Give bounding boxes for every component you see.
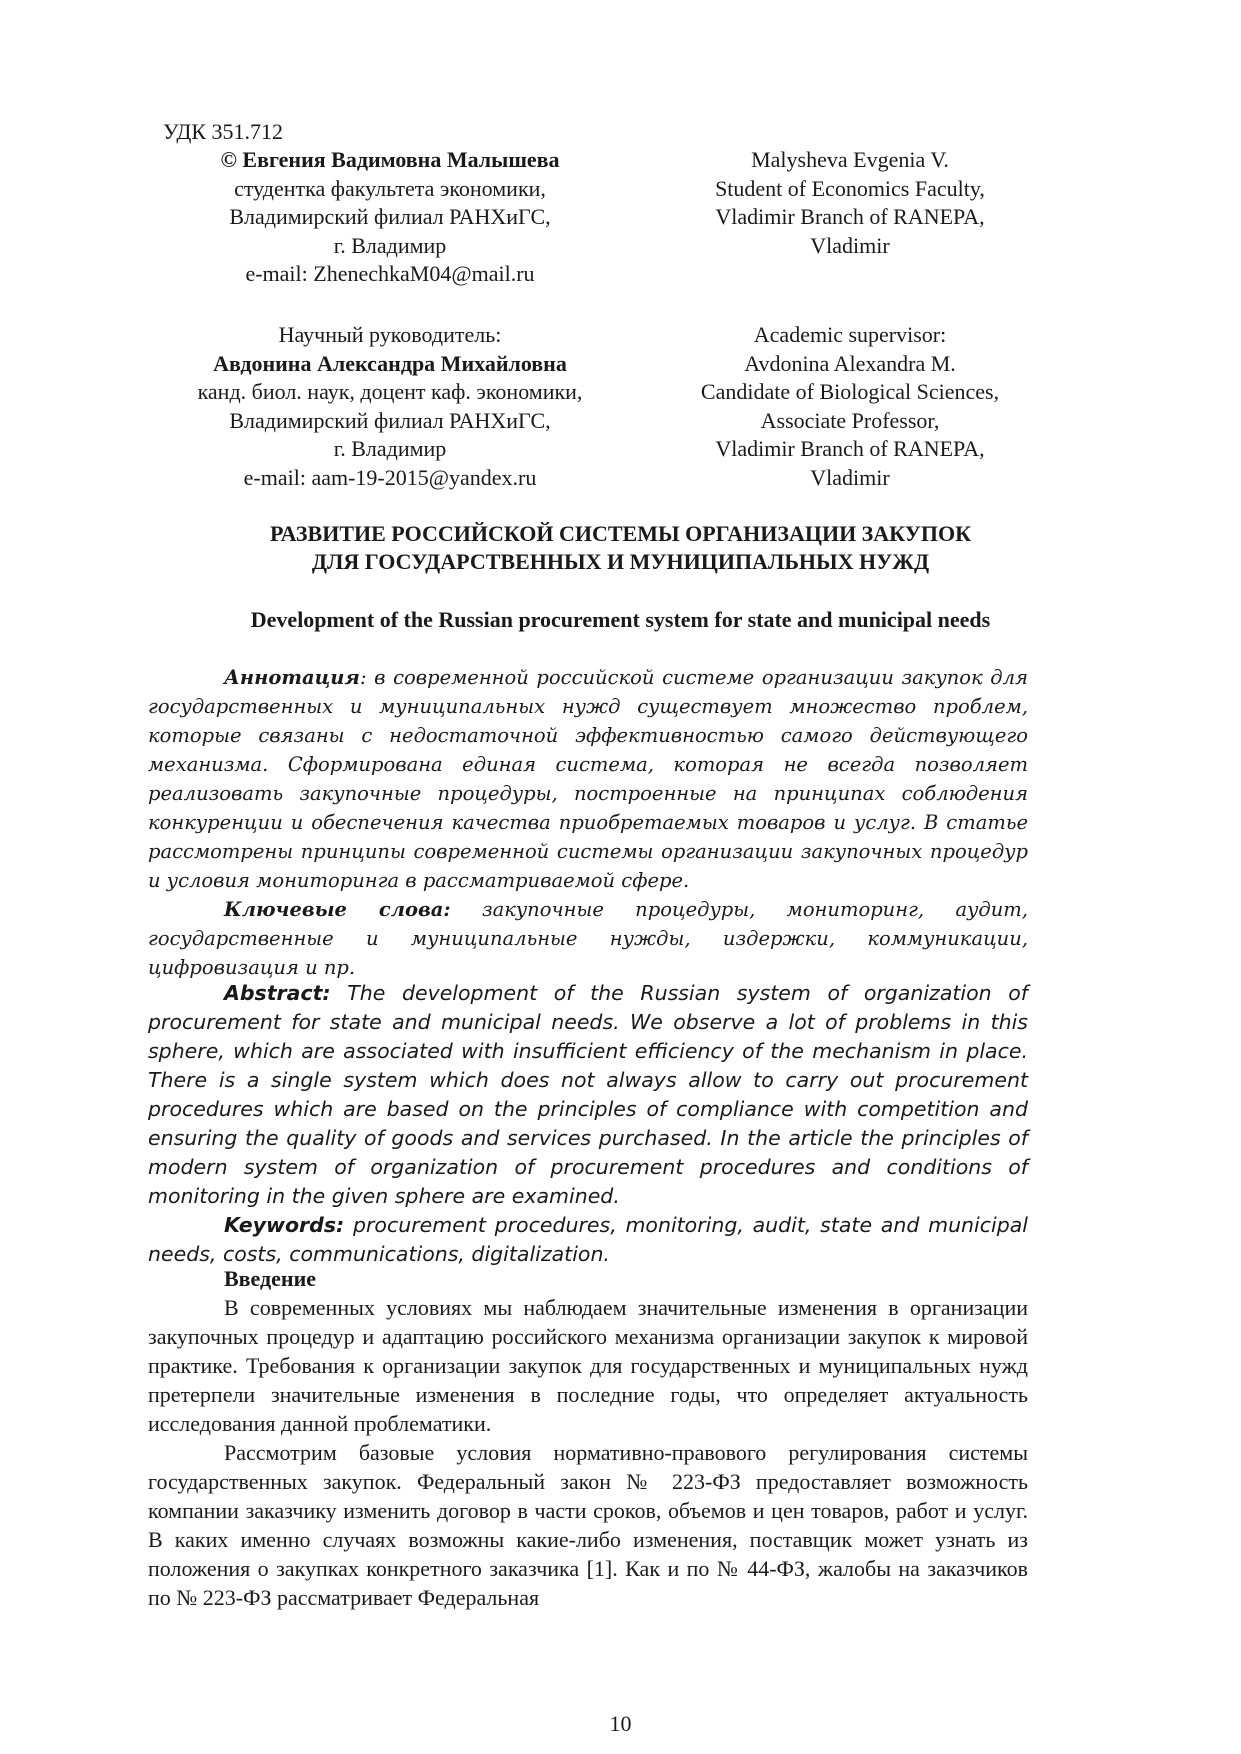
paper-title-ru	[100, 520, 1141, 576]
title-ru-line-1: РАЗВИТИЕ РОССИЙСКОЙ СИСТЕМЫ ОРГАНИЗАЦИИ ЗАКУПОК	[269, 521, 972, 546]
annotation-ru	[148, 663, 1028, 895]
keywords-en	[148, 1211, 1028, 1269]
supervisor-block-ru	[140, 321, 640, 492]
abstract-en	[148, 979, 1028, 1211]
udk-code: УДК 351.712	[163, 119, 284, 144]
annotation-label: Аннотация	[224, 666, 360, 689]
author-block-en	[640, 146, 1060, 260]
intro-paragraph-2: Рассмотрим базовые условия нормативно-правового регулирования системы государственных закупок. Федеральный закон № 223-ФЗ предоставляет возможность компании заказчику изменить договор в части сроков, объемов и цен товаров, работ и услуг. В каких именно случаях возможны какие-либо изменения, поставщик может узнать из положения о закупках конкретного заказчика [1]. Как и по № 44-ФЗ, жалобы на заказчиков по № 223-ФЗ рассматривает Федеральная	[148, 1440, 1028, 1610]
keywords-ru	[148, 895, 1028, 982]
keywords-en-label: Keywords:	[224, 1213, 345, 1237]
paper-title-en: Development of the Russian procurement system for state and municipal needs	[250, 607, 991, 632]
abstract-label: Abstract:	[224, 981, 331, 1005]
author-block-ru	[140, 146, 640, 289]
intro-paragraph-1: В современных условиях мы наблюдаем значительные изменения в организации закупочных процедур и адаптацию российского механизма организации закупок к мировой практике. Требования к организации закупок для государственных и муниципальных нужд претерпели значительные изменения в последние годы, что определяет актуальность исследования данной проблематики.	[148, 1295, 1028, 1436]
supervisor-label-ru: Научный руководитель:	[278, 322, 502, 347]
keywords-ru-text: закупочные процедуры, мониторинг, аудит, государственные и муниципальные нужды, издержки, коммуникации, цифровизация и пр.	[148, 898, 1028, 979]
author-city-en: Vladimir	[810, 232, 890, 258]
supervisor-email: e-mail: aam-19-2015@yandex.ru	[243, 464, 537, 490]
author-email: e-mail: ZhenechkaM04@mail.ru	[245, 261, 535, 286]
introduction-section	[148, 1264, 1028, 1612]
keywords-ru-label: Ключевые слова:	[224, 898, 451, 921]
supervisor-org-en: Vladimir Branch of RANEPA,	[715, 436, 985, 461]
author-org-ru: Владимирский филиал РАНХиГС,	[229, 204, 551, 229]
keywords-en-text: procurement procedures, monitoring, audit, state and municipal needs, costs, communications, digitalization.	[148, 1213, 1028, 1266]
annotation-text: : в современной российской системе организации закупок для государственных и муниципальных нужд существует множество проблем, которые связаны с недостаточной эффективностью самого действующего механизма. Сформирована единая система, которая не всегда позволяет реализовать закупочные процедуры, построенные на принципах соблюдения конкуренции и обеспечения качества приобретаемых товаров и услуг. В статье рассмотрены принципы современной системы организации закупочных процедур и условия мониторинга в рассматриваемой сфере.	[148, 666, 1028, 892]
annotation-ru-block	[148, 663, 1028, 982]
author-role-en: Student of Economics Faculty,	[715, 175, 985, 201]
supervisor-label-en: Academic supervisor:	[753, 322, 947, 347]
intro-heading: Введение	[224, 1266, 317, 1291]
supervisor-name-en: Avdonina Alexandra M.	[744, 350, 956, 376]
supervisor-city-ru: г. Владимир	[333, 436, 447, 461]
abstract-text: The development of the Russian system of organization of procurement for state and municipal needs. We observe a lot of problems in this sphere, which are associated with insufficient efficiency of the mechanism in place. There is a single system which does not always allow to carry out procurement procedures which are based on the principles of compliance with competition and ensuring the quality of goods and services purchased. In the article the principles of modern system of organization of procurement procedures and conditions of monitoring in the given sphere are examined.	[148, 981, 1028, 1208]
author-name-ru: © Евгения Вадимовна Малышева	[220, 147, 560, 172]
author-role-ru: студентка факультета экономики,	[234, 175, 546, 201]
supervisor-block-en	[640, 321, 1060, 492]
supervisor-position-en: Associate Professor,	[760, 407, 940, 433]
author-org-en: Vladimir Branch of RANEPA,	[715, 204, 985, 229]
supervisor-city-en: Vladimir	[810, 464, 890, 490]
page-number: 10	[609, 1711, 632, 1736]
supervisor-degree-ru: канд. биол. наук, доцент каф. экономики,	[197, 379, 583, 404]
author-city-ru: г. Владимир	[333, 232, 447, 258]
supervisor-degree-en: Candidate of Biological Sciences,	[700, 379, 1000, 404]
author-name-en: Malysheva Evgenia V.	[751, 147, 949, 172]
title-ru-line-2: ДЛЯ ГОСУДАРСТВЕННЫХ И МУНИЦИПАЛЬНЫХ НУЖД	[311, 549, 930, 574]
supervisor-org-ru: Владимирский филиал РАНХиГС,	[229, 407, 551, 433]
supervisor-name-ru: Авдонина Александра Михайловна	[213, 350, 567, 376]
abstract-en-block	[148, 979, 1028, 1269]
